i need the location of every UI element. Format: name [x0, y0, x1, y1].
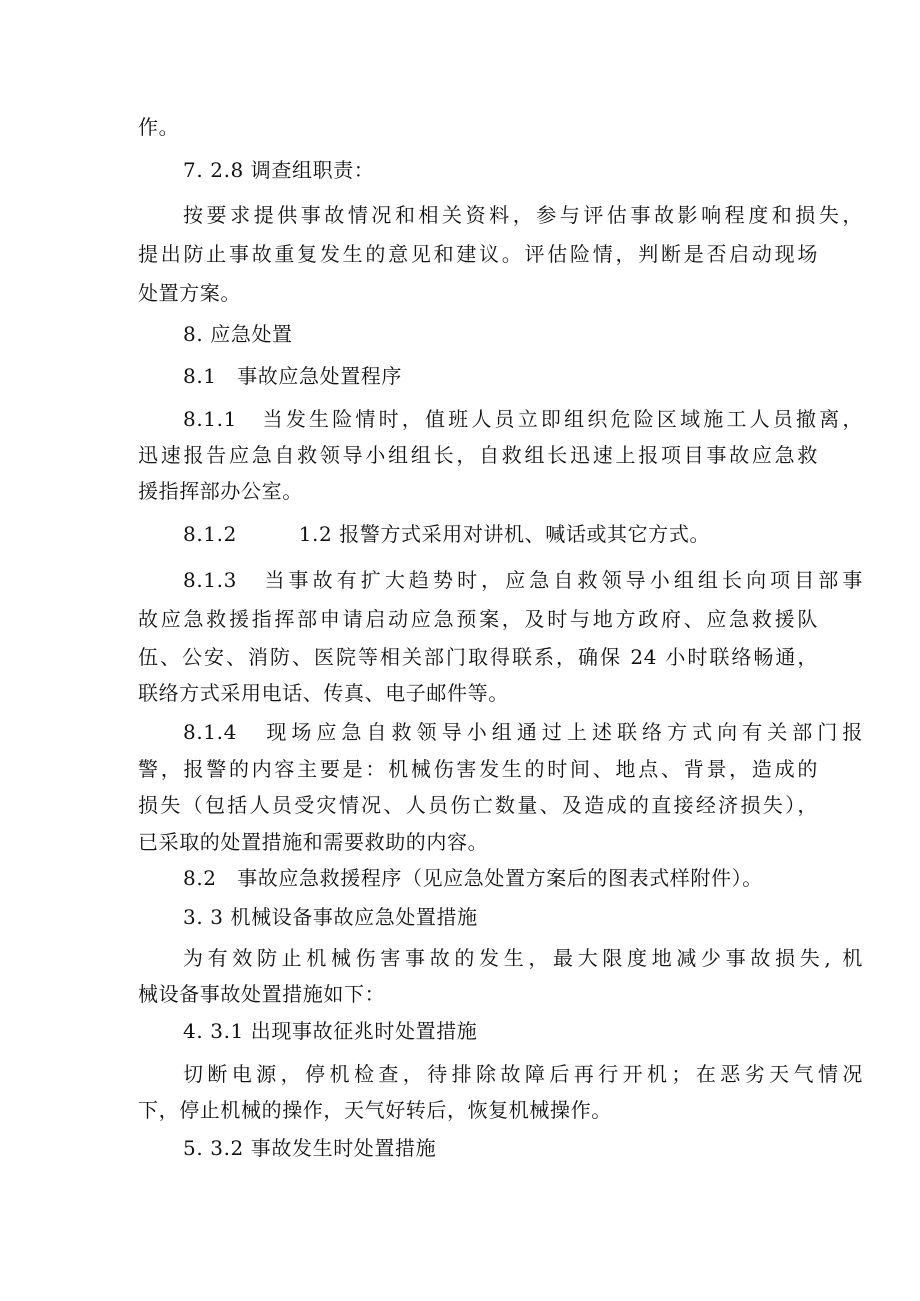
section-heading: 8.1 事故应急处置程序: [183, 364, 403, 388]
section-heading: 3. 3 机械设备事故应急处置措施: [183, 905, 478, 929]
paragraph-line: 为有效防止机械伤害事故的发生，最大限度地减少事故损失, 机: [183, 946, 863, 970]
paragraph-line: 8.1.4 现场应急自救领导小组通过上述联络方式向有关部门报: [183, 720, 863, 744]
paragraph-line: 迅速报告应急自救领导小组组长，自救组长迅速上报项目事故应急救: [138, 443, 818, 467]
paragraph-line: 损失（包括人员受灾情况、人员伤亡数量、及造成的直接经济损失），: [138, 793, 818, 817]
section-heading: 5. 3.2 事故发生时处置措施: [183, 1136, 437, 1160]
text-line: 作。: [138, 115, 180, 139]
section-heading: 7. 2.8 调查组职责：: [183, 158, 375, 182]
paragraph-line: 按要求提供事故情况和相关资料，参与评估事故影响程度和损失，: [183, 203, 863, 227]
paragraph-line: 提出防止事故重复发生的意见和建议。评估险情，判断是否启动现场: [138, 242, 818, 266]
paragraph-line: 切断电源，停机检查，待排除故障后再行开机；在恶劣天气情况: [183, 1062, 863, 1086]
paragraph-line: 警，报警的内容主要是：机械伤害发生的时间、地点、背景，造成的: [138, 757, 818, 781]
paragraph-line: 故应急救援指挥部申请启动应急预案，及时与地方政府、应急救援队: [138, 607, 818, 631]
paragraph-line: 8.1.3 当事故有扩大趋势时，应急自救领导小组组长向项目部事: [183, 568, 863, 592]
paragraph-line: 处置方案。: [138, 281, 241, 305]
paragraph-line: 8.1.1 当发生险情时，值班人员立即组织危险区域施工人员撤离，: [183, 407, 863, 431]
paragraph-line: 下，停止机械的操作，天气好转后，恢复机械操作。: [138, 1098, 612, 1122]
paragraph-line: 8.1.2 1.2 报警方式采用对讲机、喊话或其它方式。: [183, 522, 711, 546]
paragraph-line: 援指挥部办公室。: [138, 479, 303, 503]
paragraph-line: 械设备事故处置措施如下：: [138, 982, 386, 1006]
paragraph-line: 已采取的处置措施和需要救助的内容。: [138, 830, 489, 854]
paragraph-line: 伍、公安、消防、医院等相关部门取得联系，确保 24 小时联络畅通，: [138, 645, 818, 669]
section-heading: 8. 应急处置: [183, 322, 293, 346]
section-heading: 8.2 事故应急救援程序（见应急处置方案后的图表式样附件）。: [183, 866, 763, 890]
section-heading: 4. 3.1 出现事故征兆时处置措施: [183, 1019, 478, 1043]
paragraph-line: 联络方式采用电话、传真、电子邮件等。: [138, 681, 509, 705]
